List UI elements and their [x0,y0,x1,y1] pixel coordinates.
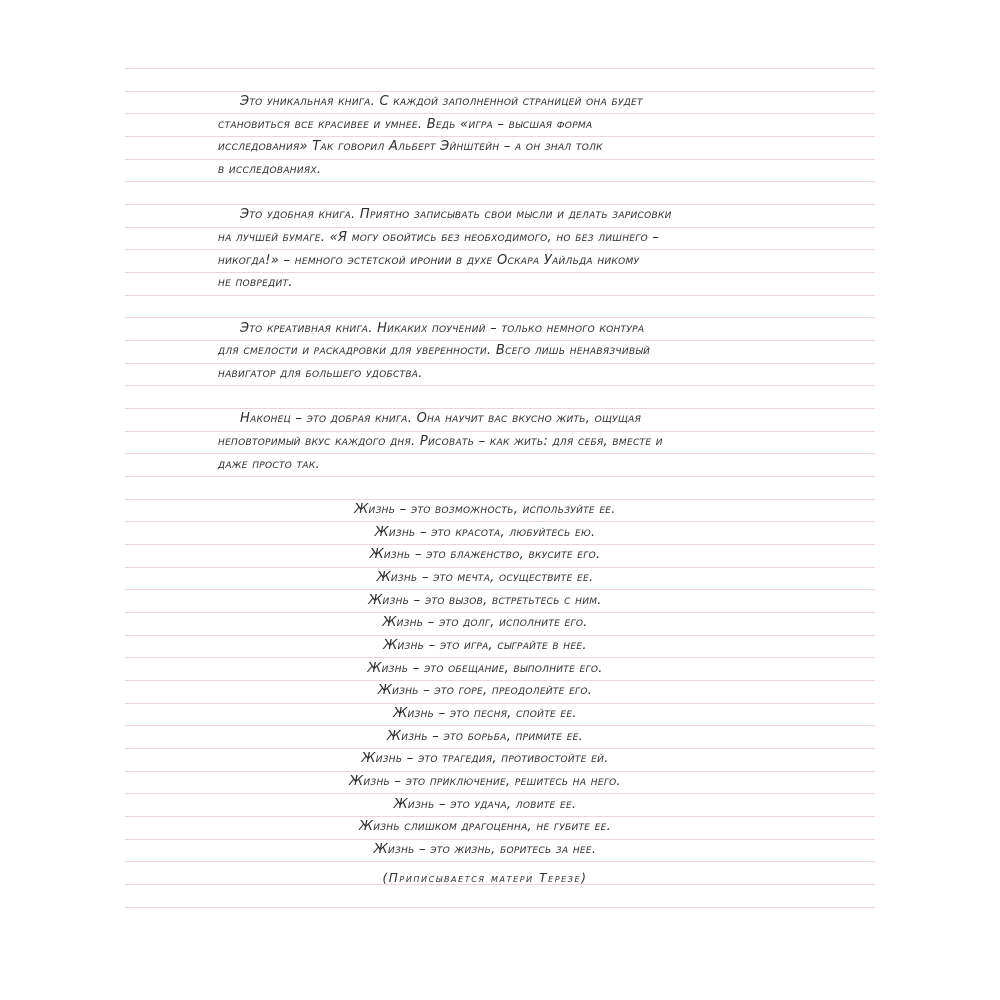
poem-line: Жизнь – это блаженство, вкусите его. [369,547,601,562]
rule-line [125,317,875,318]
poem-line: Жизнь – это игра, сыграйте в нее. [383,638,587,653]
poem-line: Жизнь – это борьба, примите ее. [386,729,584,744]
intro-paragraph-2-line: никогда!» – немного эстетской иронии в духе Оскара Уайльда никому [218,253,640,268]
rule-line [125,589,875,590]
rule-line [125,249,875,250]
poem-line: Жизнь – это красота, любуйтесь ею. [374,525,596,540]
intro-paragraph-1-line: исследования» Так говорил Альберт Эйнштейн – а он знал толк [218,139,603,154]
rule-line [125,839,875,840]
poem-line: Жизнь – это обещание, выполните его. [367,661,603,676]
rule-line [125,861,875,862]
rule-line [125,521,875,522]
intro-paragraph-3-line: навигатор для большего удобства. [218,366,423,381]
rule-line [125,385,875,386]
rule-line [125,748,875,749]
poem-line: Жизнь слишком драгоценна, не губите ее. [358,819,612,834]
poem-line: Жизнь – это песня, спойте ее. [393,706,577,721]
rule-line [125,340,875,341]
rule-line [125,680,875,681]
rule-line [125,725,875,726]
rule-line [125,657,875,658]
rule-line [125,363,875,364]
rule-line [125,91,875,92]
rule-line [125,159,875,160]
intro-paragraph-4-line: Наконец – это добрая книга. Она научит вас вкусно жить, ощущая [240,411,642,426]
poem-line: Жизнь – это удача, ловите ее. [393,797,577,812]
intro-paragraph-2-line: не повредит. [218,275,293,290]
poem-line: Жизнь – это возможность, используйте ее. [354,502,616,517]
rule-line [125,136,875,137]
rule-line [125,181,875,182]
rule-line [125,476,875,477]
rule-line [125,612,875,613]
poem-line: Жизнь – это вызов, встретьтесь с ним. [368,593,602,608]
intro-paragraph-4-line: даже просто так. [218,457,320,472]
rule-line [125,272,875,273]
intro-paragraph-4-line: неповторимый вкус каждого дня. Рисовать – как жить: для себя, вместе и [218,434,663,449]
poem-line: Жизнь – это жизнь, боритесь за нее. [373,842,597,857]
intro-paragraph-1-line: Это уникальная книга. С каждой заполненной страницей она будет [240,94,643,109]
rule-line [125,431,875,432]
rule-line [125,567,875,568]
poem-attribution: (Приписывается матери Терезе) [382,871,588,885]
poem-line: Жизнь – это горе, преодолейте его. [377,683,593,698]
rule-line [125,771,875,772]
rule-line [125,703,875,704]
intro-paragraph-2-line: на лучшей бумаге. «Я могу обойтись без необходимого, но без лишнего – [218,230,660,245]
intro-paragraph-3-line: Это креативная книга. Никаких поучений – только немного контура [240,321,645,336]
rule-line [125,68,875,69]
rule-line [125,544,875,545]
rule-line [125,816,875,817]
poem-line: Жизнь – это долг, исполните его. [382,615,588,630]
intro-paragraph-1-line: становиться все красивее и умнее. Ведь «игра – высшая форма [218,117,593,132]
rule-line [125,295,875,296]
rule-line [125,635,875,636]
rule-line [125,453,875,454]
rule-line [125,793,875,794]
rule-line [125,408,875,409]
poem-line: Жизнь – это трагедия, противостойте ей. [361,751,609,766]
rule-line [125,113,875,114]
intro-paragraph-1-line: в исследованиях. [218,162,322,177]
poem-line: Жизнь – это мечта, осуществите ее. [376,570,594,585]
intro-paragraph-3-line: для смелости и раскадровки для уверенности. Всего лишь ненавязчивый [218,343,651,358]
intro-paragraph-2-line: Это удобная книга. Приятно записывать свои мысли и делать зарисовки [240,207,672,222]
poem-line: Жизнь – это приключение, решитесь на него. [349,774,621,789]
rule-line [125,499,875,500]
rule-line [125,227,875,228]
rule-line [125,907,875,908]
rule-line [125,204,875,205]
